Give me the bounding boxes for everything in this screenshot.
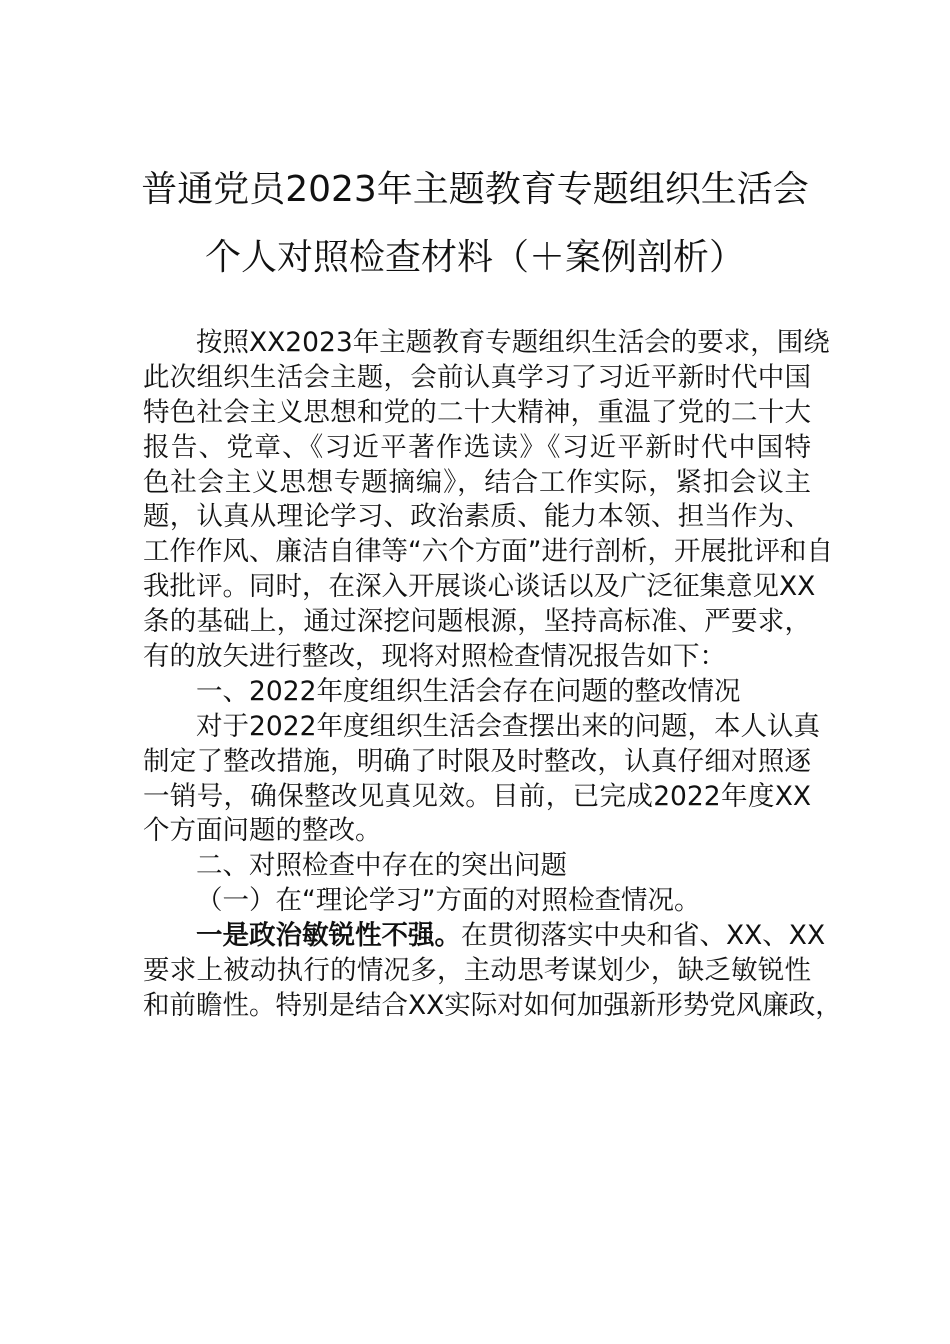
body-line: 制定了整改措施，明确了时限及时整改，认真仔细对照逐 (143, 745, 811, 777)
bold-lead-text: 一是政治敏锐性不强。 (196, 920, 461, 952)
body-line: 有的放矢进行整改，现将对照检查情况报告如下： (143, 641, 726, 673)
body-line: 对于2022年度组织生活会查摆出来的问题，本人认真 (196, 710, 820, 742)
body-line-text: 在贯彻落实中央和省、XX、XX (461, 920, 826, 952)
body-line: 一销号，确保整改见真见效。目前，已完成2022年度XX (143, 780, 811, 812)
body-line: 特色社会主义思想和党的二十大精神，重温了党的二十大 (143, 396, 811, 428)
body-line (143, 919, 826, 954)
body-line: 报告、党章、《习近平著作选读》《习近平新时代中国特 (143, 431, 811, 463)
subsection-heading: （一）在“理论学习”方面的对照检查情况。 (196, 885, 701, 917)
body-line: 和前瞻性。特别是结合XX实际对如何加强新形势党风廉政， (143, 989, 842, 1021)
body-line: 要求上被动执行的情况多，主动思考谋划少，缺乏敏锐性 (143, 955, 811, 987)
document-title-line-2: 个人对照检查材料（＋案例剖析） (204, 237, 745, 278)
document-title-line-1: 普通党员2023年主题教育专题组织生活会 (141, 169, 809, 210)
body-line: 条的基础上，通过深挖问题根源，坚持高标准、严要求， (143, 606, 811, 638)
document-body (143, 326, 842, 1024)
section-heading: 二、对照检查中存在的突出问题 (196, 850, 567, 882)
body-line: 个方面问题的整改。 (143, 815, 382, 847)
body-line: 此次组织生活会主题，会前认真学习了习近平新时代中国 (143, 361, 811, 393)
body-line: 工作作风、廉洁自律等“六个方面”进行剖析，开展批评和自 (143, 536, 833, 568)
body-line: 色社会主义思想专题摘编》，结合工作实际，紧扣会议主 (143, 466, 811, 498)
body-line: 题，认真从理论学习、政治素质、能力本领、担当作为、 (143, 501, 811, 533)
body-line: 按照XX2023年主题教育专题组织生活会的要求，围绕 (196, 327, 830, 358)
section-heading: 一、2022年度组织生活会存在问题的整改情况 (196, 675, 741, 707)
body-line: 我批评。同时，在深入开展谈心谈话以及广泛征集意见XX (143, 571, 816, 603)
